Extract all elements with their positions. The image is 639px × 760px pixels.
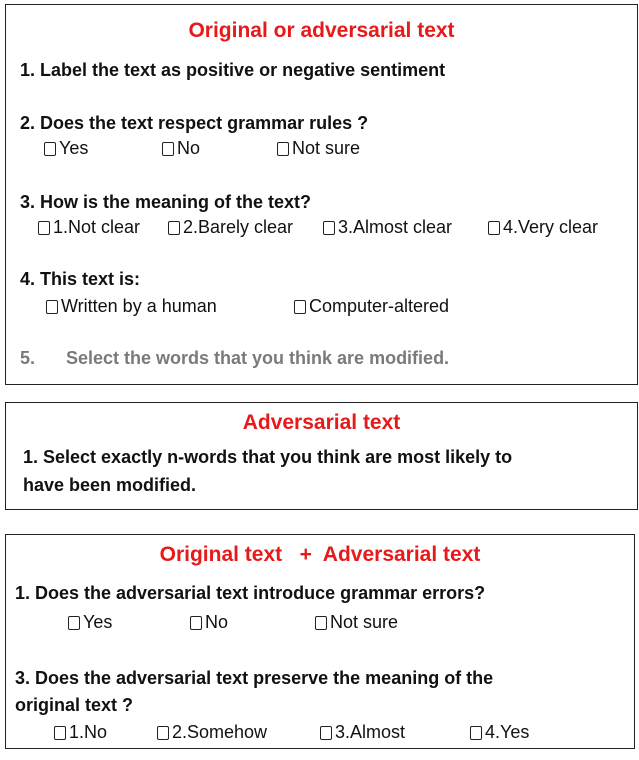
checkbox-icon[interactable]	[294, 300, 306, 314]
checkbox-icon[interactable]	[323, 221, 335, 235]
preserve-meaning-option-1[interactable]: 1.No	[54, 722, 107, 743]
checkbox-icon[interactable]	[488, 221, 500, 235]
checkbox-icon[interactable]	[320, 726, 332, 740]
meaning-option-4[interactable]: 4.Very clear	[488, 217, 598, 238]
checkbox-icon[interactable]	[277, 142, 289, 156]
checkbox-icon[interactable]	[168, 221, 180, 235]
grammar-option-yes[interactable]: Yes	[44, 138, 88, 159]
meaning-option-1[interactable]: 1.Not clear	[38, 217, 140, 238]
panel1-question-4: 4. This text is:	[20, 269, 141, 289]
checkbox-icon[interactable]	[68, 616, 80, 630]
checkbox-icon[interactable]	[315, 616, 327, 630]
panel3-question-1: 1. Does the adversarial text introduce grammar errors?	[15, 583, 486, 603]
grammar-option-no[interactable]: No	[162, 138, 200, 159]
panel-original-plus-adversarial	[5, 534, 635, 749]
preserve-meaning-option-4[interactable]: 4.Yes	[470, 722, 529, 743]
checkbox-icon[interactable]	[190, 616, 202, 630]
panel1-question-2: 2. Does the text respect grammar rules ?	[20, 113, 369, 133]
meaning-option-3[interactable]: 3.Almost clear	[323, 217, 452, 238]
grammar-option-not-sure[interactable]: Not sure	[277, 138, 360, 159]
grammar-errors-option-not-sure[interactable]: Not sure	[315, 612, 398, 633]
panel3-question-3-line1: 3. Does the adversarial text preserve the meaning of the	[15, 668, 494, 688]
panel3-question-3-line2: original text ?	[15, 695, 134, 715]
panel1-question-5: Select the words that you think are modified.	[66, 348, 450, 368]
panel1-title: Original or adversarial text	[188, 19, 455, 42]
panel1-question-5-number: 5.	[20, 348, 36, 368]
panel-adversarial-text	[5, 402, 638, 510]
panel1-question-1: 1. Label the text as positive or negative sentiment	[20, 60, 446, 80]
author-option-human[interactable]: Written by a human	[46, 296, 217, 317]
grammar-errors-option-no[interactable]: No	[190, 612, 228, 633]
checkbox-icon[interactable]	[44, 142, 56, 156]
panel2-question-1-line1: 1. Select exactly n-words that you think are most likely to	[23, 447, 513, 467]
preserve-meaning-option-3[interactable]: 3.Almost	[320, 722, 405, 743]
panel-original-or-adversarial	[5, 4, 638, 385]
panel1-question-3: 3. How is the meaning of the text?	[20, 192, 312, 212]
panel2-question-1-line2: have been modified.	[23, 475, 197, 495]
panel3-title: Original text + Adversarial text	[159, 543, 481, 566]
checkbox-icon[interactable]	[46, 300, 58, 314]
grammar-errors-option-yes[interactable]: Yes	[68, 612, 112, 633]
checkbox-icon[interactable]	[162, 142, 174, 156]
checkbox-icon[interactable]	[470, 726, 482, 740]
meaning-option-2[interactable]: 2.Barely clear	[168, 217, 293, 238]
checkbox-icon[interactable]	[54, 726, 66, 740]
checkbox-icon[interactable]	[157, 726, 169, 740]
author-option-computer[interactable]: Computer-altered	[294, 296, 449, 317]
panel2-title: Adversarial text	[242, 411, 401, 434]
checkbox-icon[interactable]	[38, 221, 50, 235]
preserve-meaning-option-2[interactable]: 2.Somehow	[157, 722, 267, 743]
